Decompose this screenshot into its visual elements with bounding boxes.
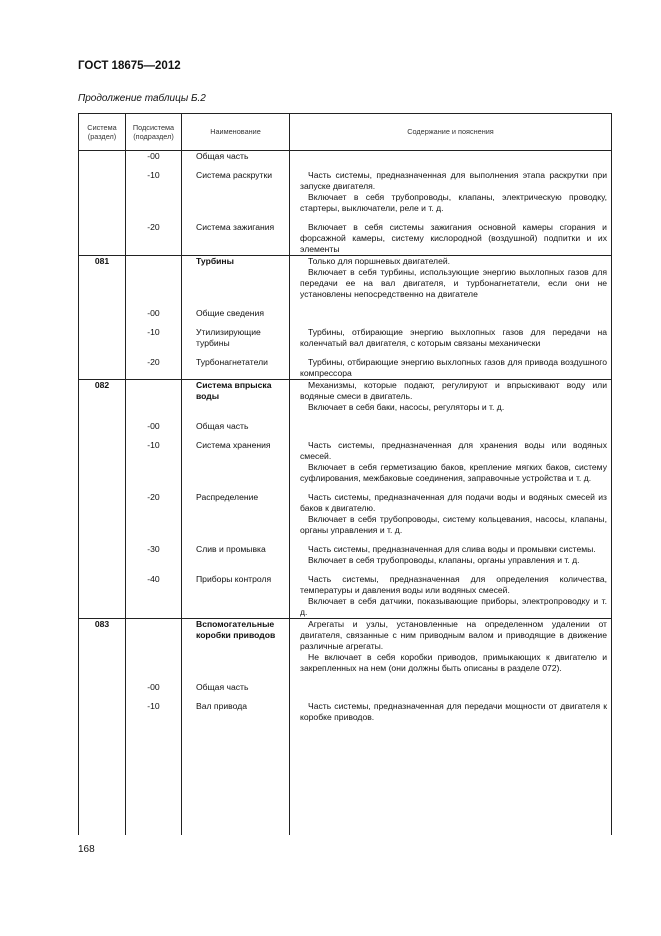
item-name: Общая часть — [182, 151, 290, 171]
subsystem-code — [126, 380, 182, 422]
system-code — [79, 492, 126, 544]
system-code — [79, 701, 126, 723]
table-row — [79, 440, 612, 492]
table-row — [79, 256, 612, 309]
table-caption: Продолжение таблицы Б.2 — [78, 93, 206, 104]
description-paragraph: Турбины, отбирающие энергию выхлопных газов для передачи на коленчатый вал двигателя, с которым связаны механически — [300, 327, 607, 348]
subsystem-code: -10 — [126, 327, 182, 357]
table-row — [79, 170, 612, 222]
description-paragraph: Включает в себя трубопроводы, клапаны, электрическую проводку, стартеры, выключатели, реле и т. д. — [300, 192, 607, 213]
table-row — [79, 327, 612, 357]
item-name: Вспомогательные коробки приводов — [182, 619, 290, 683]
item-description — [290, 701, 612, 723]
item-description — [290, 327, 612, 357]
item-name: Утилизирующие турбины — [182, 327, 290, 357]
subsystem-code: -10 — [126, 701, 182, 723]
item-description — [290, 357, 612, 380]
header-subsystem: Подсистема (подраздел) — [126, 114, 182, 151]
subsystem-code: -00 — [126, 308, 182, 327]
item-description — [290, 256, 612, 309]
description-paragraph: Часть системы, предназначенная для слива воды и промывки системы. — [308, 544, 596, 554]
item-description — [290, 544, 612, 574]
description-paragraph: Часть системы, предназначенная для определения количества, температуры и давления воды или водяных смесей. — [300, 574, 607, 595]
description-paragraph: Включает в себя герметизацию баков, крепление мягких баков, систему суфлирования, межбаковые соединения, заправочные устройства и т. д. — [300, 462, 607, 483]
item-name: Турбонагнетатели — [182, 357, 290, 380]
system-code — [79, 682, 126, 701]
item-name: Система впрыска воды — [182, 380, 290, 422]
description-paragraph: Включает в себя системы зажигания основной камеры сгорания и форсажной камеры, систему кислородной (воздушной) подпитки и их элементы — [300, 222, 607, 254]
item-name: Система зажигания — [182, 222, 290, 256]
item-name: Общая часть — [182, 421, 290, 440]
table-row — [79, 151, 612, 171]
item-description — [290, 222, 612, 256]
item-description — [290, 380, 612, 422]
item-description — [290, 170, 612, 222]
description-paragraph: Включает в себя трубопроводы, клапаны, органы управления и т. д. — [308, 555, 580, 565]
item-description — [290, 619, 612, 683]
system-code — [79, 421, 126, 440]
filler-cell — [182, 723, 290, 835]
description-paragraph: Включает в себя турбины, использующие энергию выхлопных газов для передачи ее на вал двигателя, и турбонагнетатели, если они не установлены непосредственно на двигателе — [300, 267, 607, 299]
system-code — [79, 151, 126, 171]
item-description — [290, 492, 612, 544]
item-description — [290, 151, 612, 171]
description-paragraph: Не включает в себя коробки приводов, примыкающих к двигателю и закрепленных на нем (они должны быть описаны в разделе 072). — [300, 652, 607, 673]
header-name: Наименование — [182, 114, 290, 151]
description-paragraph: Часть системы, предназначенная для передачи мощности от двигателя к коробке приводов. — [300, 701, 607, 722]
item-name: Вал привода — [182, 701, 290, 723]
item-name: Распределение — [182, 492, 290, 544]
item-description — [290, 440, 612, 492]
item-name: Общие сведения — [182, 308, 290, 327]
description-paragraph: Часть системы, предназначенная для хранения воды или водяных смесей. — [300, 440, 607, 461]
table-row — [79, 380, 612, 422]
system-code — [79, 357, 126, 380]
item-name: Система раскрутки — [182, 170, 290, 222]
description-paragraph: Часть системы, предназначенная для подачи воды и водяных смесей из баков к двигателю. — [300, 492, 607, 513]
system-code — [79, 440, 126, 492]
system-code — [79, 574, 126, 619]
item-name: Слив и промывка — [182, 544, 290, 574]
item-name: Приборы контроля — [182, 574, 290, 619]
description-paragraph: Включает в себя баки, насосы, регуляторы и т. д. — [308, 402, 505, 412]
item-name: Турбины — [182, 256, 290, 309]
filler-cell — [290, 723, 612, 835]
subsystem-code: -20 — [126, 222, 182, 256]
subsystem-code: -00 — [126, 682, 182, 701]
subsystem-code: -20 — [126, 492, 182, 544]
page-number: 168 — [78, 844, 95, 855]
description-paragraph: Включает в себя датчики, показывающие приборы, электропроводку и т. д. — [300, 596, 607, 617]
description-paragraph: Агрегаты и узлы, установленные на определенном удалении от двигателя, связанные с ним приводным валом и приводящие в движение различные агрегаты. — [300, 619, 607, 651]
table-row — [79, 574, 612, 619]
table-row — [79, 682, 612, 701]
subsystem-code: -30 — [126, 544, 182, 574]
table-row — [79, 544, 612, 574]
system-code — [79, 222, 126, 256]
system-code — [79, 544, 126, 574]
subsystem-code: -00 — [126, 421, 182, 440]
table-row — [79, 222, 612, 256]
classification-table — [78, 113, 612, 835]
subsystem-code — [126, 256, 182, 309]
table-row — [79, 619, 612, 683]
header-system: Система (раздел) — [79, 114, 126, 151]
description-paragraph: Включает в себя трубопроводы, систему кольцевания, насосы, клапаны, органы управления и т. д. — [300, 514, 607, 535]
description-paragraph: Часть системы, предназначенная для выполнения этапа раскрутки при запуске двигателя. — [300, 170, 607, 191]
filler-cell — [126, 723, 182, 835]
table-row — [79, 701, 612, 723]
subsystem-code: -40 — [126, 574, 182, 619]
table-row — [79, 421, 612, 440]
subsystem-code: -10 — [126, 170, 182, 222]
description-paragraph: Турбины, отбирающие энергию выхлопных газов для привода воздушного компрессора — [300, 357, 607, 378]
system-code — [79, 327, 126, 357]
system-code: 083 — [79, 619, 126, 683]
item-description — [290, 574, 612, 619]
description-paragraph: Только для поршневых двигателей. — [308, 256, 451, 266]
system-code — [79, 170, 126, 222]
table-header-row — [79, 114, 612, 151]
header-description: Содержание и пояснения — [290, 114, 612, 151]
document-title: ГОСТ 18675—2012 — [78, 60, 181, 72]
subsystem-code: -10 — [126, 440, 182, 492]
item-description — [290, 682, 612, 701]
item-description — [290, 421, 612, 440]
system-code: 082 — [79, 380, 126, 422]
system-code: 081 — [79, 256, 126, 309]
table-row — [79, 357, 612, 380]
subsystem-code: -20 — [126, 357, 182, 380]
subsystem-code: -00 — [126, 151, 182, 171]
item-description — [290, 308, 612, 327]
subsystem-code — [126, 619, 182, 683]
description-paragraph: Механизмы, которые подают, регулируют и впрыскивают воду или водяные смеси в двигатель. — [300, 380, 607, 401]
system-code — [79, 308, 126, 327]
item-name: Система хранения — [182, 440, 290, 492]
item-name: Общая часть — [182, 682, 290, 701]
table-row — [79, 308, 612, 327]
table-filler-row — [79, 723, 612, 835]
table-row — [79, 492, 612, 544]
filler-cell — [79, 723, 126, 835]
